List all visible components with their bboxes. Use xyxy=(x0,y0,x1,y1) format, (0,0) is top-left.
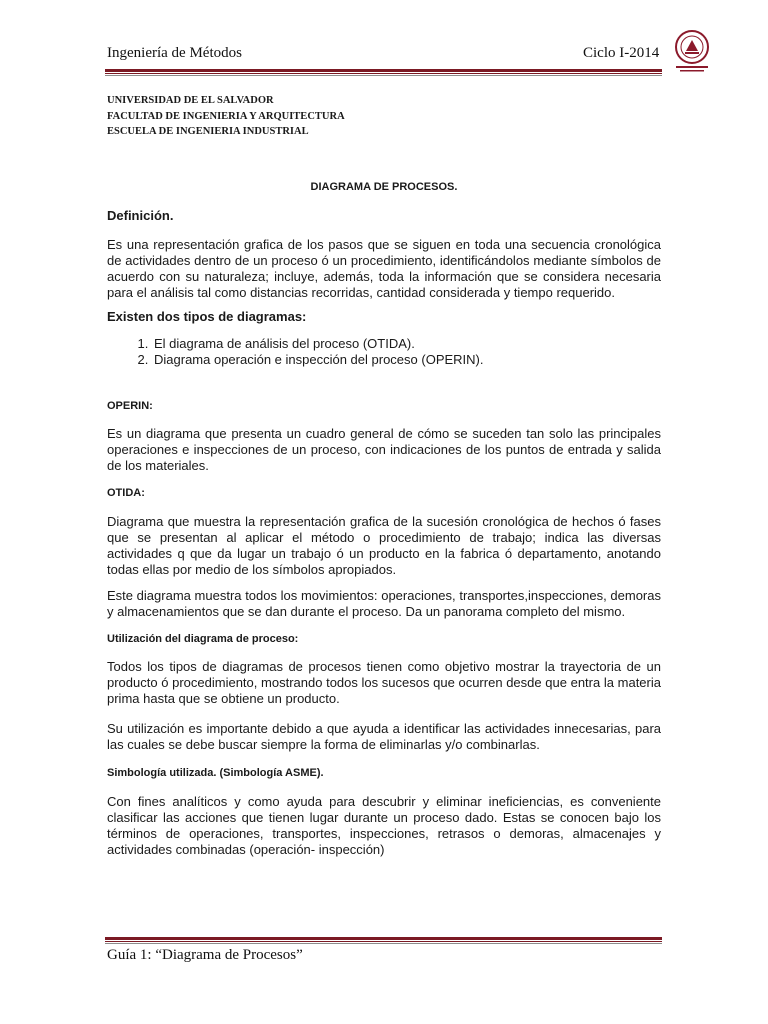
document-title: DIAGRAMA DE PROCESOS. xyxy=(310,181,458,193)
institution-school: ESCUELA DE INGENIERIA INDUSTRIAL xyxy=(107,126,309,137)
header-cycle: Ciclo I-2014 xyxy=(583,45,660,61)
otida-paragraph-1: Diagrama que muestra la representación grafica de la sucesión cronológica de hechos ó fases que se presentan al aplicar el método o procedimiento de trabajo; indica las diversas actividades q que da lugar un trabajo ó un producto en la fabrica ó departamento, anotando todas ellas por medio de los símbolos apropiados. xyxy=(107,514,661,577)
header-course-title: Ingeniería de Métodos xyxy=(107,45,242,61)
types-heading: Existen dos tipos de diagramas: xyxy=(107,309,307,324)
footer-rule xyxy=(105,937,662,944)
footer-guide-title: Guía 1: “Diagrama de Procesos” xyxy=(107,947,303,963)
usage-paragraph-2: Su utilización es importante debido a que ayuda a identificar las actividades innecesarias, para las cuales se debe buscar siempre la forma de eliminarlas y/o combinarlas. xyxy=(107,721,661,752)
usage-paragraph-1: Todos los tipos de diagramas de procesos tienen como objetivo mostrar la trayectoria de un producto ó procedimiento, mostrando todos los sucesos que ocurren desde que entra la materia prima hasta que se obtiene un producto. xyxy=(107,659,661,706)
operin-paragraph: Es un diagrama que presenta un cuadro general de cómo se suceden tan solo las principales operaciones e inspecciones de un proceso, con indicaciones de los puntos de entrada y salida de los materiales. xyxy=(107,426,661,473)
symbols-heading: Simbología utilizada. (Simbología ASME). xyxy=(107,767,324,779)
usage-heading: Utilización del diagrama de proceso: xyxy=(107,633,299,645)
institution-faculty: FACULTAD DE INGENIERIA Y ARQUITECTURA xyxy=(107,111,345,122)
list-item: 1. El diagrama de análisis del proceso (OTIDA). xyxy=(152,336,662,352)
operin-heading: OPERIN: xyxy=(107,400,153,412)
otida-paragraph-2: Este diagrama muestra todos los movimientos: operaciones, transportes,inspecciones, demoras y almacenamientos que se dan durante el proceso. Da un panorama completo del mismo. xyxy=(107,588,661,619)
header-rule xyxy=(105,69,662,76)
otida-heading: OTIDA: xyxy=(107,487,145,499)
institution-university: UNIVERSIDAD DE EL SALVADOR xyxy=(107,95,274,106)
university-seal-logo xyxy=(672,28,712,74)
definition-heading: Definición. xyxy=(107,208,174,223)
diagram-types-list xyxy=(107,336,662,368)
definition-paragraph: Es una representación grafica de los pasos que se siguen en toda una secuencia cronológica de actividades dentro de un proceso ó un procedimiento, identificándolos mediante símbolos de acuerdo con su naturaleza; incluye, además, toda la información que se considera necesaria para el análisis tal como distancias recorridas, cantidad considerada y tiempo requerido. xyxy=(107,237,661,300)
symbols-paragraph: Con fines analíticos y como ayuda para descubrir y eliminar ineficiencias, es conveniente clasificar las acciones que tienen lugar durante un proceso dado. Estas se conocen bajo los términos de operaciones, transportes, inspecciones, retrasos o demoras, almacenajes y actividades combinadas (operación- inspección) xyxy=(107,794,661,857)
list-item: 2. Diagrama operación e inspección del proceso (OPERIN). xyxy=(152,352,662,368)
